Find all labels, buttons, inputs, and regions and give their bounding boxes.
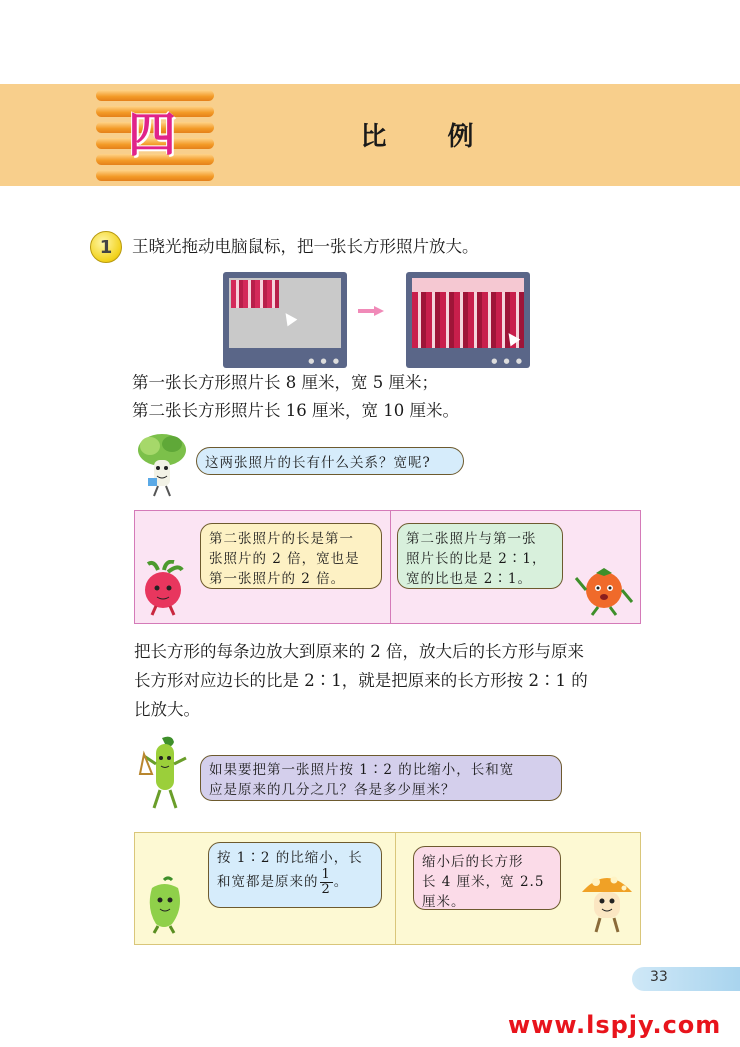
right-arrow-icon [358,306,384,316]
explanation-line-1: 把长方形的每条边放大到原来的 2 倍，放大后的长方形与原来 [134,642,584,661]
cucumber-character-icon [138,734,194,812]
explanation-line-3: 比放大。 [134,700,200,719]
fraction-one-half: $\frac{1}{2}$ [321,867,331,897]
radish-character-icon [138,560,188,616]
question-bubble-2: 如果要把第一张照片按 1∶2 的比缩小，长和宽 应是原来的几分之几？各是多少厘米？ [200,755,562,801]
answer-bubble-4: 缩小后的长方形 长 4 厘米，宽 2.5 厘米。 [413,846,561,910]
answer-bubble-3: 按 1∶2 的比缩小，长 和宽都是原来的 $\frac{1}{2}$ 。 [208,842,382,908]
monitor-screen [412,278,524,348]
answer-bubble-left: 第二张照片的长是第一 张照片的 2 倍，宽也是 第一张照片的 2 倍。 [200,523,382,589]
monitor-small-photo [223,272,347,368]
problem-number-badge: 1 [90,231,122,263]
mouse-cursor-icon [281,310,298,327]
page-number: 33 [650,969,668,985]
answer-bubble-right: 第二张照片与第一张 照片长的比是 2∶1， 宽的比也是 2∶1。 [397,523,563,589]
explanation-line-2: 长方形对应边长的比是 2∶1，就是把原来的长方形按 2∶1 的 [134,671,588,690]
pepper-character-icon [142,876,188,934]
unit-number: 四 [127,106,176,163]
photo-dimensions-1: 第一张长方形照片长 8 厘米，宽 5 厘米； [132,373,438,392]
monitor-buttons: ● ● ● [491,357,524,365]
cabbage-character-icon [132,432,192,498]
question-bubble-1: 这两张照片的长有什么关系？宽呢? [196,447,464,475]
monitor-screen [229,278,341,348]
watermark: www.lspjy.com [508,1011,722,1039]
problem-intro: 王晓光拖动电脑鼠标，把一张长方形照片放大。 [132,237,479,256]
monitor-buttons: ● ● ● [308,357,341,365]
small-photo [231,280,279,308]
photo-dimensions-2: 第二张长方形照片长 16 厘米，宽 10 厘米。 [132,401,459,420]
tomato-character-icon [572,564,634,616]
monitor-large-photo [406,272,530,368]
mushroom-character-icon [578,868,636,934]
page-number-tab [632,967,740,991]
unit-title: 比 例 [360,122,500,152]
